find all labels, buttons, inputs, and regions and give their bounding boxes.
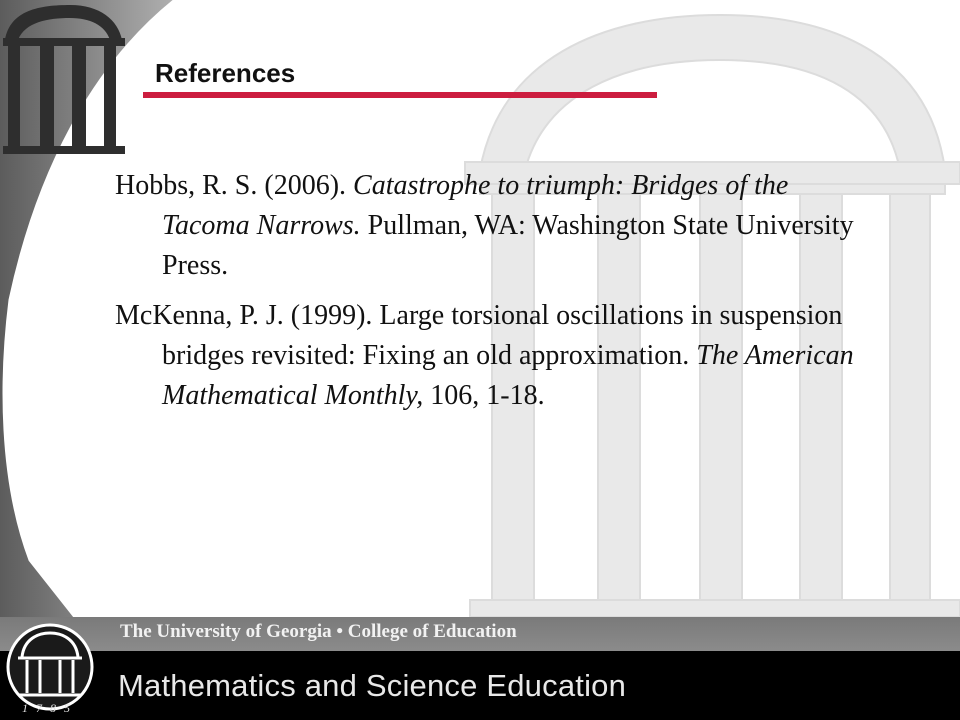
reference-lead: Hobbs, R. S. (2006). [115,170,354,201]
university-label: The University of Georgia • College of Education [120,621,517,642]
reference-title: Catastrophe to triumph: Bridges of the Tacoma Narrows. [162,170,789,241]
slide-title: References [155,58,296,88]
reference-lead: McKenna, P. J. (1999). Large torsional oscillations in suspension bridges revisited: Fixing an old approximation. [115,300,843,371]
footer-banner [0,617,960,720]
reference-item [115,166,875,286]
reference-item [115,296,875,416]
title-underline [143,92,657,98]
reference-tail: 106, 1-18. [423,380,545,411]
reference-title: The American Mathematical Monthly, [162,340,854,411]
department-label: Mathematics and Science Education [118,668,627,703]
reference-tail: Pullman, WA: Washington State University Press. [162,210,854,281]
reference-list [115,166,875,426]
founding-year: 1785 [22,701,78,715]
